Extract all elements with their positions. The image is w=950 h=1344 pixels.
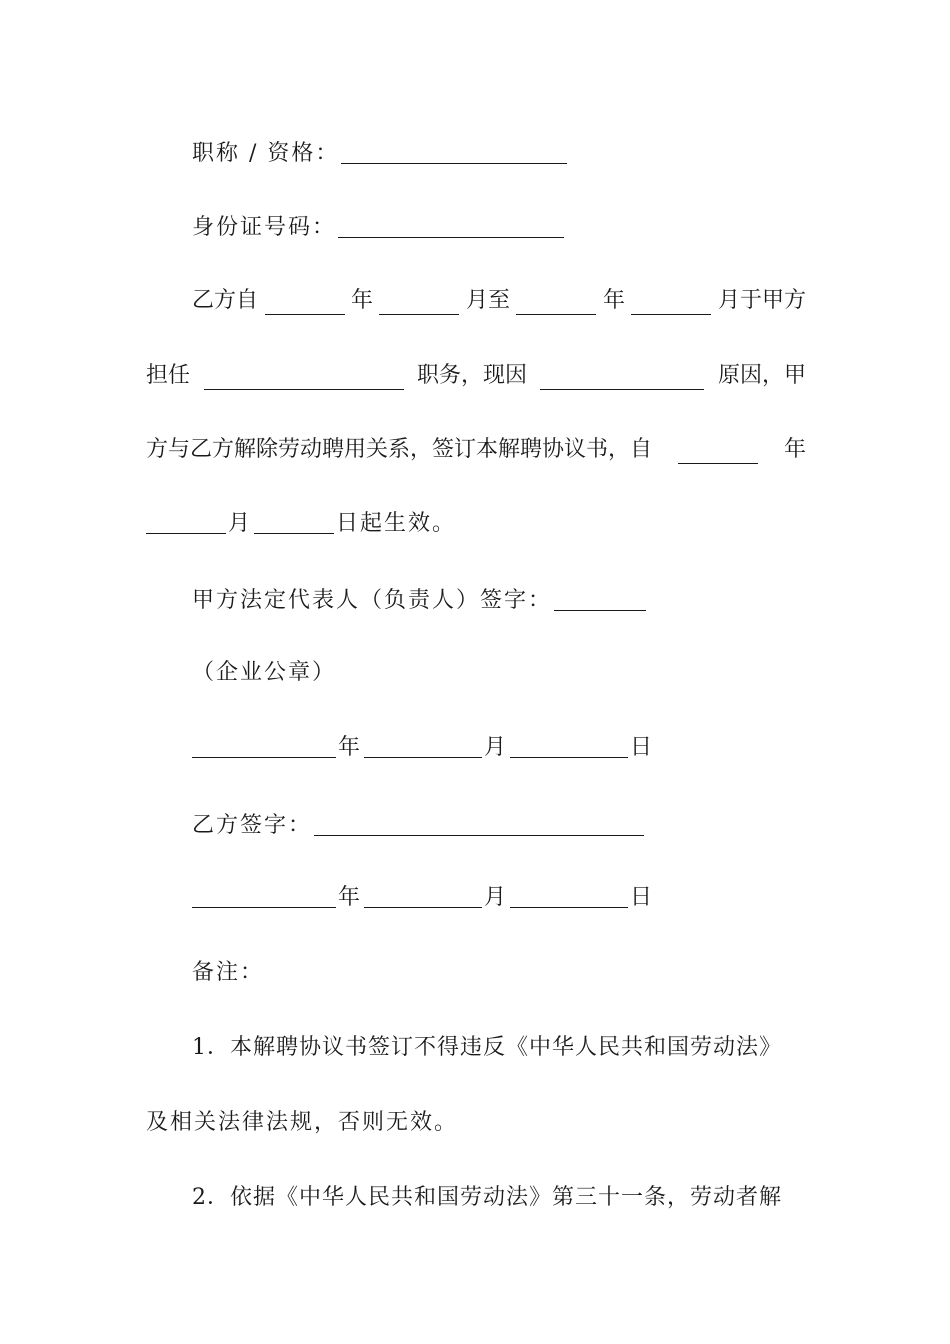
note-1-line-2: [146, 1103, 806, 1143]
position-blank[interactable]: [204, 363, 404, 390]
party-a-day-blank[interactable]: [510, 731, 628, 758]
title-qualification-label: 职称 / 资格：: [192, 141, 340, 166]
party-b-signature-label: 乙方签字：: [192, 813, 313, 838]
party-a-month-text: 月: [484, 735, 509, 760]
party-b-month-blank[interactable]: [364, 881, 482, 908]
paragraph-line-4: [146, 504, 806, 544]
party-b-date-row: [146, 878, 806, 918]
start-year-blank[interactable]: [265, 288, 345, 315]
effective-year-blank[interactable]: [678, 437, 758, 464]
remarks-heading: [146, 953, 806, 993]
party-b-day-blank[interactable]: [510, 881, 628, 908]
text-month-3: 月: [228, 511, 253, 536]
end-month-blank[interactable]: [631, 288, 711, 315]
paragraph-line-2: [146, 356, 806, 396]
note-2-line-1: [146, 1178, 806, 1218]
party-a-signature-row: [146, 581, 806, 621]
party-a-day-text: 日: [630, 735, 655, 760]
note-2-text-1: 2．依据《中华人民共和国劳动法》第三十一条，劳动者解: [192, 1185, 782, 1210]
company-seal-row: [146, 653, 806, 693]
id-number-label: 身份证号码：: [192, 215, 337, 240]
text-serve: 担任: [146, 363, 191, 388]
id-number-row: [146, 208, 806, 248]
effective-month-blank[interactable]: [146, 507, 226, 534]
party-b-month-text: 月: [484, 885, 509, 910]
text-month-to: 月至: [465, 288, 510, 313]
id-number-blank[interactable]: [338, 211, 564, 238]
party-a-signature-blank[interactable]: [554, 584, 646, 611]
text-reason: 原因，甲: [717, 363, 806, 388]
company-seal-text: （企业公章）: [192, 660, 337, 685]
text-month-at: 月于甲方: [717, 288, 806, 313]
party-a-month-blank[interactable]: [364, 731, 482, 758]
reason-blank[interactable]: [540, 363, 704, 390]
party-a-date-row: [146, 728, 806, 768]
title-qualification-blank[interactable]: [341, 137, 567, 164]
title-qualification-row: [146, 134, 806, 174]
text-year-2: 年: [602, 288, 625, 313]
start-month-blank[interactable]: [379, 288, 459, 315]
party-b-day-text: 日: [630, 885, 655, 910]
text-position-now: 职务，现因: [416, 363, 527, 388]
text-effective: 日起生效。: [336, 511, 457, 536]
party-a-signature-label: 甲方法定代表人（负责人）签字：: [192, 588, 553, 613]
party-b-signature-blank[interactable]: [314, 809, 644, 836]
party-b-year-blank[interactable]: [192, 881, 336, 908]
note-1-text-1: 1．本解聘协议书签订不得违反《中华人民共和国劳动法》: [192, 1035, 782, 1060]
paragraph-line-1: [146, 281, 806, 321]
end-year-blank[interactable]: [516, 288, 596, 315]
remarks-label: 备注：: [192, 960, 265, 985]
text-year-1: 年: [350, 288, 373, 313]
party-a-year-text: 年: [338, 735, 363, 760]
party-a-year-blank[interactable]: [192, 731, 336, 758]
paragraph-line-3: [146, 430, 806, 470]
text-year-3: 年: [783, 437, 806, 462]
text-line-3: 方与乙方解除劳动聘用关系，签订本解聘协议书，自: [146, 437, 653, 462]
note-1-line-1: [146, 1028, 806, 1068]
party-b-signature-row: [146, 806, 806, 846]
note-1-text-2: 及相关法律法规，否则无效。: [146, 1110, 459, 1135]
party-b-year-text: 年: [338, 885, 363, 910]
text-party-b-from: 乙方自: [192, 288, 259, 313]
effective-day-blank[interactable]: [254, 507, 334, 534]
